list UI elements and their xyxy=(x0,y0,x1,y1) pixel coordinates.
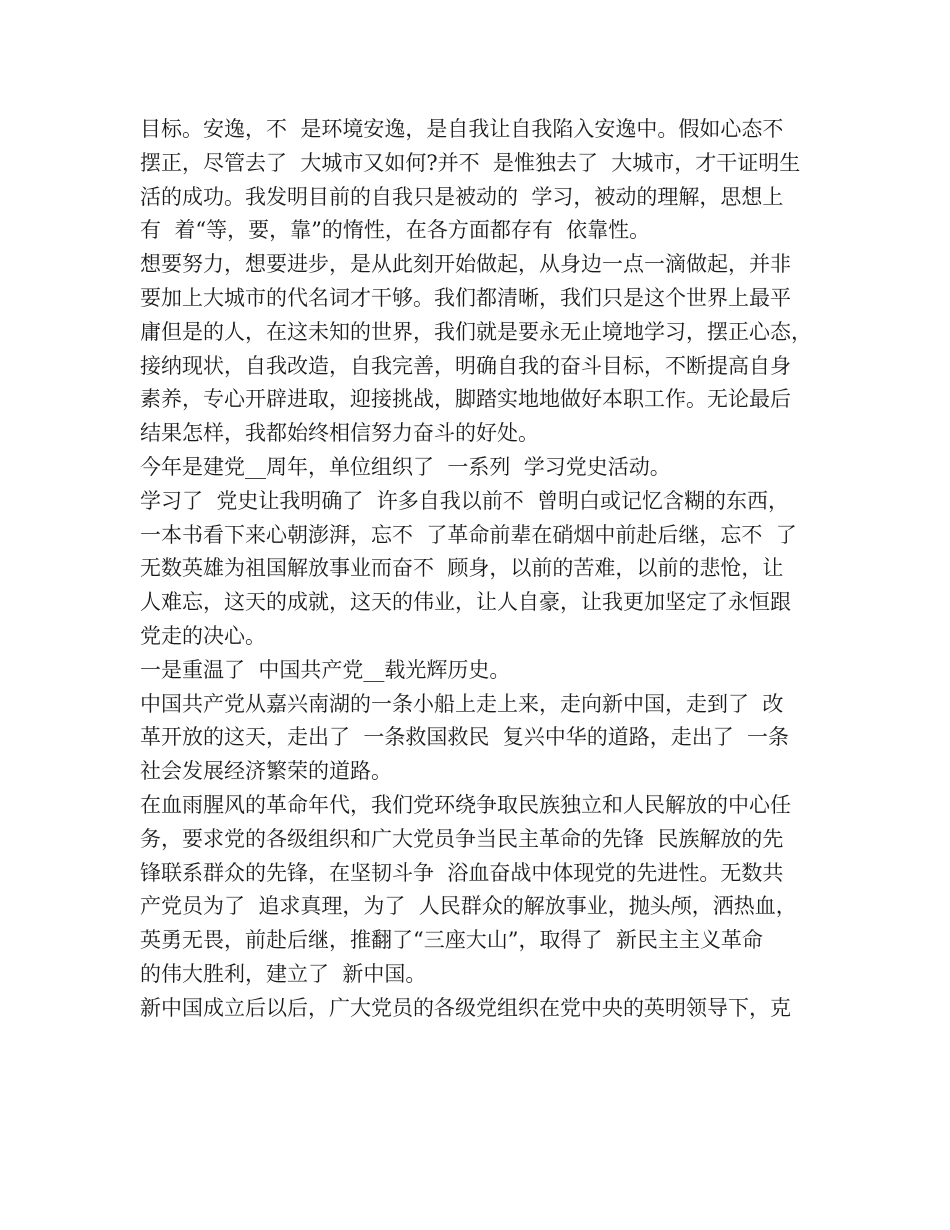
text-line: 结果怎样，我都始终相信努力奋斗的好处。 xyxy=(140,421,539,446)
text-line: 的伟大胜利，建立了 新中国。 xyxy=(140,961,427,986)
text-line: 革开放的这天，走出了 一条救国救民 复兴中华的道路，走出了 一条 xyxy=(140,725,790,750)
text-line: 产党员为了 追求真理，为了 人民群众的解放事业，抛头颅，洒热血， xyxy=(140,894,797,919)
text-line: 想要努力，想要进步，是从此刻开始做起，从身边一点一滴做起，并非 xyxy=(140,252,791,277)
text-line: 今年是建党__周年，单位组织了 一系列 学习党史活动。 xyxy=(140,454,671,479)
text-line: 庸但是的人，在这未知的世界，我们就是要永无止境地学习，摆正心态， xyxy=(140,319,812,344)
text-line: 社会发展经济繁荣的道路。 xyxy=(140,759,392,784)
text-line: 锋联系群众的先锋，在坚韧斗争 浴血奋战中体现党的先进性。无数共 xyxy=(140,860,784,885)
text-line: 接纳现状，自我改造，自我完善，明确自我的奋斗目标，不断提高自身 xyxy=(140,353,791,378)
paragraph xyxy=(140,654,830,688)
text-line: 中国共产党从嘉兴南湖的一条小船上走上来，走向新中国，走到了 改 xyxy=(140,691,784,716)
text-line: 党走的决心。 xyxy=(140,623,266,648)
text-line: 要加上大城市的代名词才干够。我们都清晰，我们只是这个世界上最平 xyxy=(140,285,791,310)
text-line: 活的成功。我发明目前的自我只是被动的 学习，被动的理解，思想上 xyxy=(140,184,784,209)
text-line: 一本书看下来心朝澎湃，忘不 了革命前辈在硝烟中前赴后继，忘不 了 xyxy=(140,522,797,547)
text-line: 有 着“等，要，靠”的惰性，在各方面都存有 依靠性。 xyxy=(140,218,651,243)
paragraph xyxy=(140,113,830,248)
paragraph xyxy=(140,451,830,485)
text-line: 素养，专心开辟进取，迎接挑战，脚踏实地地做好本职工作。无论最后 xyxy=(140,387,791,412)
text-line: 目标。安逸，不 是环境安逸，是自我让自我陷入安逸中。假如心态不 xyxy=(140,117,784,141)
text-line: 务，要求党的各级组织和广大党员争当民主革命的先锋 民族解放的先 xyxy=(140,826,784,851)
text-line: 无数英雄为祖国解放事业而奋不 顾身，以前的苦难，以前的悲怆，让 xyxy=(140,556,784,581)
text-line: 英勇无畏，前赴后继，推翻了“三座大山”，取得了 新民主主义革命 xyxy=(140,928,763,953)
text-line: 新中国成立后以后，广大党员的各级党组织在党中央的英明领导下，克 xyxy=(140,995,791,1020)
text-line: 人难忘，这天的成就，这天的伟业，让人自豪，让我更加坚定了永恒跟 xyxy=(140,590,791,615)
text-line: 学习了 党史让我明确了 许多自我以前不 曾明白或记忆含糊的东西， xyxy=(140,488,790,513)
paragraph xyxy=(140,992,830,1026)
document-body xyxy=(140,113,830,1026)
text-line: 在血雨腥风的革命年代，我们党环绕争取民族独立和人民解放的中心任 xyxy=(140,792,791,817)
paragraph xyxy=(140,485,830,654)
paragraph xyxy=(140,248,830,451)
paragraph xyxy=(140,688,830,789)
text-line: 摆正，尽管去了 大城市又如何?并不 是惟独去了 大城市，才干证明生 xyxy=(140,150,801,175)
paragraph xyxy=(140,789,830,992)
text-line: 一是重温了 中国共产党__载光辉历史。 xyxy=(140,657,511,682)
